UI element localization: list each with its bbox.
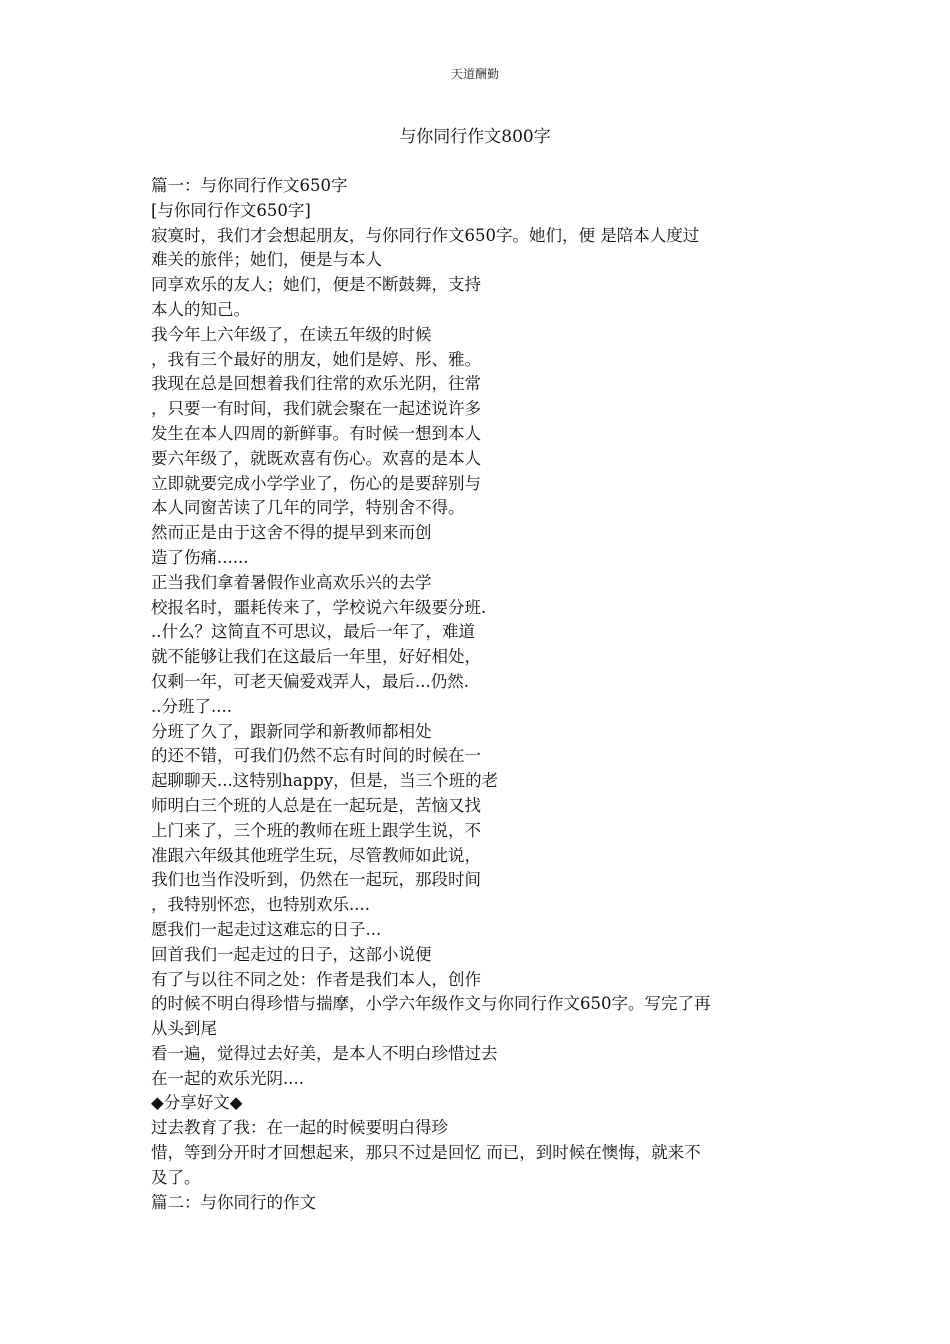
body-line: 起聊聊天...这特别happy，但是，当三个班的老 [151, 771, 499, 791]
document-body [151, 174, 811, 1215]
body-line: 本人的知己。 [151, 299, 250, 319]
body-line: 然而正是由于这舍不得的提早到来而创 [151, 523, 432, 543]
body-line: 看一遍，觉得过去好美，是本人不明白珍惜过去 [151, 1043, 498, 1063]
body-line: ◆分享好文◆ [151, 1093, 243, 1113]
body-line: 准跟六年级其他班学生玩，尽管教师如此说， [151, 845, 481, 865]
body-line: 师明白三个班的人总是在一起玩是，苦恼又找 [151, 795, 481, 815]
body-line: 造了伤痛...... [151, 547, 249, 567]
body-line: 本人同窗苦读了几年的同学，特别舍不得。 [151, 498, 465, 518]
body-line: ，我特别怀恋，也特别欢乐.... [151, 895, 370, 915]
body-line: 难关的旅伴；她们，便是与本人 [151, 250, 382, 270]
body-line: 的时候不明白得珍惜与揣摩，小学六年级作文与你同行作文650字。写完了再 [151, 994, 711, 1014]
body-line: 就不能够让我们在这最后一年里，好好相处， [151, 647, 481, 667]
body-line: 的还不错，可我们仍然不忘有时间的时候在一 [151, 746, 481, 766]
body-line: 寂寞时，我们才会想起朋友，与你同行作文650字。她们，便 是陪本人度过 [151, 225, 700, 245]
document-title: 与你同行作文800字 [399, 127, 551, 147]
body-line: 篇二：与你同行的作文 [151, 1192, 316, 1212]
body-line: 上门来了，三个班的教师在班上跟学生说，不 [151, 820, 481, 840]
body-line: 校报名时，噩耗传来了，学校说六年级要分班. [151, 597, 487, 617]
body-line: 仅剩一年，可老天偏爱戏弄人，最后...仍然. [151, 671, 469, 691]
body-line: 我们也当作没听到，仍然在一起玩，那段时间 [151, 870, 481, 890]
body-line: 我现在总是回想着我们往常的欢乐光阴，往常 [151, 374, 481, 394]
body-line: 过去教育了我：在一起的时候要明白得珍 [151, 1118, 448, 1138]
body-line: 篇一：与你同行作文650字 [151, 176, 348, 195]
body-line: 我今年上六年级了，在读五年级的时候 [151, 324, 432, 344]
body-line: ，我有三个最好的朋友，她们是婷、彤、雅。 [151, 349, 481, 369]
body-line: 回首我们一起走过的日子，这部小说便 [151, 944, 432, 964]
body-line: 发生在本人四周的新鲜事。有时候一想到本人 [151, 423, 481, 443]
body-line: 分班了久了，跟新同学和新教师都相处 [151, 721, 432, 741]
body-line: ，只要一有时间，我们就会聚在一起述说许多 [151, 399, 481, 419]
body-line: 惜，等到分开时才回想起来，那只不过是回忆 而已，到时候在懊悔，就来不 [151, 1143, 701, 1163]
body-line: 立即就要完成小学学业了，伤心的是要辞别与 [151, 473, 481, 493]
body-line: 愿我们一起走过这难忘的日子... [151, 919, 382, 939]
body-line: ..分班了.... [151, 696, 232, 716]
body-line: 从头到尾 [151, 1019, 217, 1039]
body-line: [与你同行作文650字] [151, 200, 311, 220]
body-line: 同享欢乐的友人；她们，便是不断鼓舞，支持 [151, 275, 481, 295]
body-line: 有了与以往不同之处：作者是我们本人，创作 [151, 969, 481, 989]
page-header: 天道酬勤 [450, 67, 499, 81]
body-line: 在一起的欢乐光阴.... [151, 1068, 304, 1088]
body-line: 及了。 [151, 1167, 201, 1187]
body-line: 要六年级了，就既欢喜有伤心。欢喜的是本人 [151, 448, 481, 468]
body-line: ..什么？这简直不可思议，最后一年了，难道 [151, 622, 475, 642]
body-line: 正当我们拿着暑假作业高欢乐兴的去学 [151, 572, 432, 592]
